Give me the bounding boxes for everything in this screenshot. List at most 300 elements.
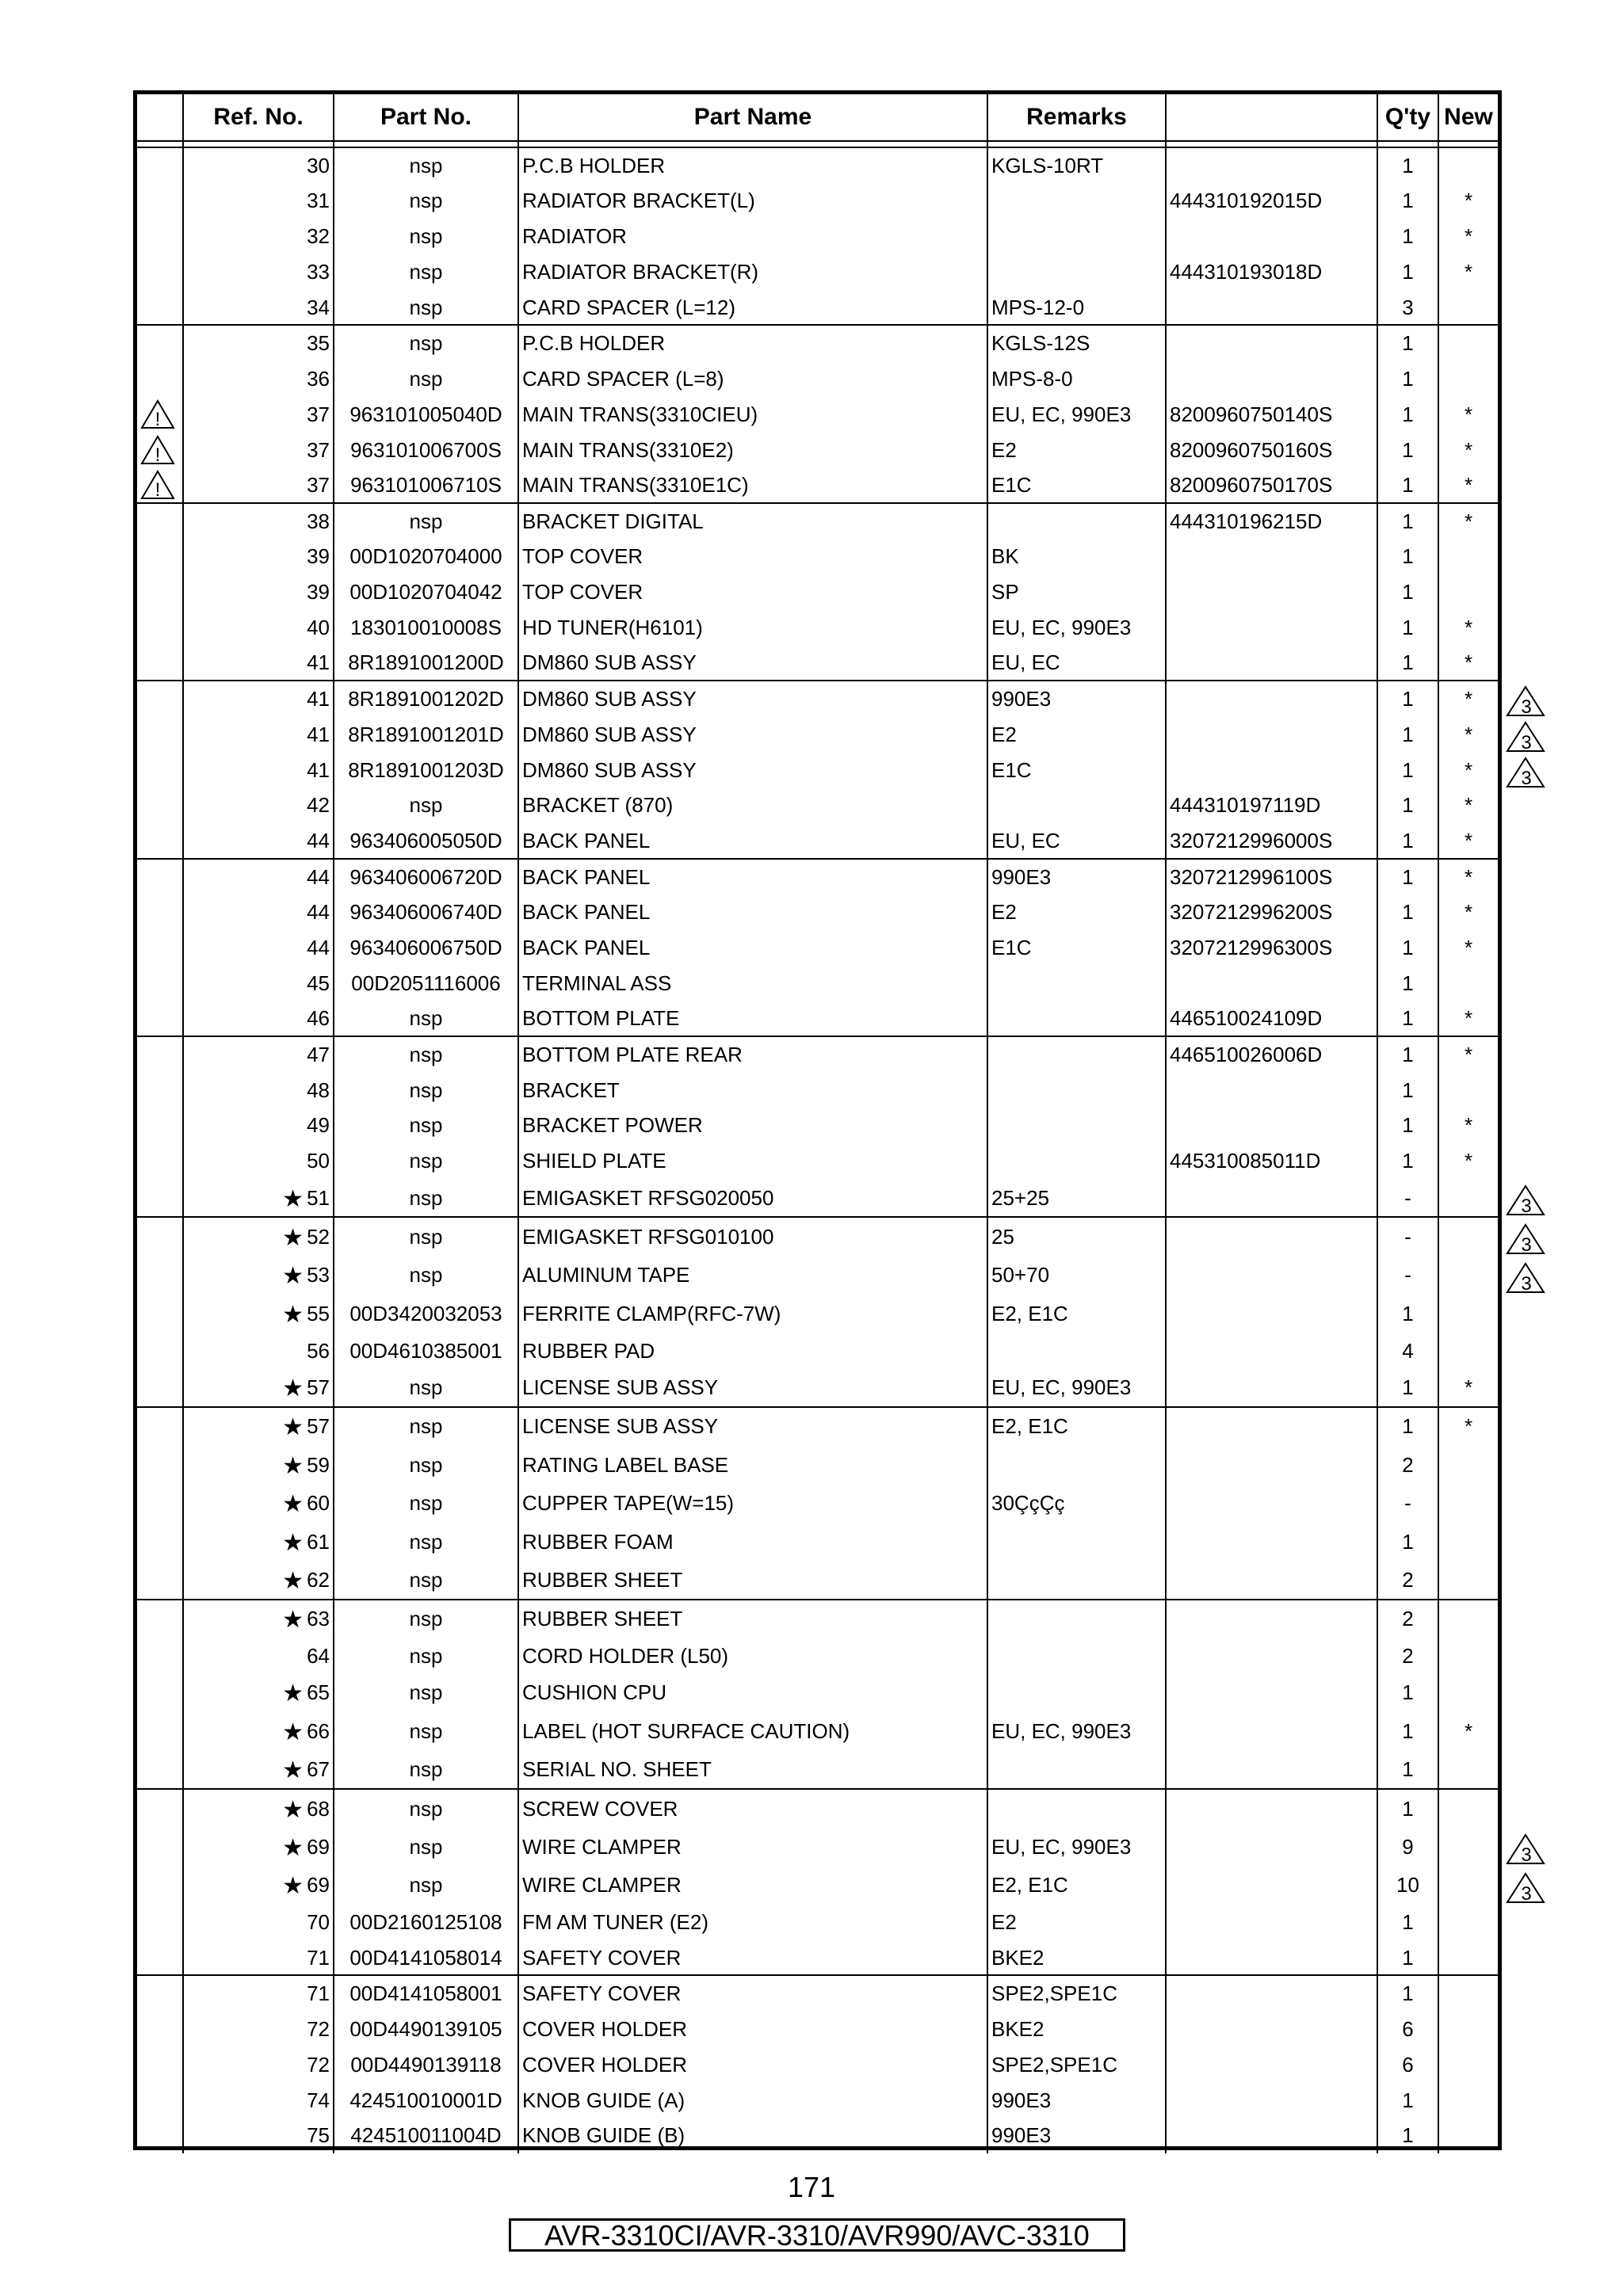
remarks-text: EU, EC, 990E3 <box>991 402 1132 426</box>
code-cell <box>1166 752 1377 788</box>
new-flag-text: * <box>1464 616 1473 640</box>
remarks-cell <box>987 610 1166 646</box>
code-text: 8200960750160S <box>1170 437 1333 462</box>
part-name-cell <box>518 1712 987 1751</box>
warning-cell <box>137 965 183 1001</box>
code-cell <box>1166 1036 1377 1072</box>
code-cell <box>1166 396 1377 432</box>
ref-no-text: 41 <box>307 757 330 782</box>
new-header: New <box>1438 94 1498 141</box>
part-name-cell <box>518 610 987 646</box>
part-name-text: BACK PANEL <box>522 828 651 852</box>
table-row <box>137 1750 1498 1789</box>
remarks-cell <box>987 574 1166 610</box>
new-flag-text: * <box>1464 864 1473 889</box>
table-row <box>137 1600 1498 1638</box>
qty-cell <box>1377 2046 1438 2082</box>
qty-text: 1 <box>1402 437 1414 462</box>
code-cell <box>1166 1561 1377 1600</box>
remarks-text: E2 <box>991 900 1017 925</box>
ref-no-text: 31 <box>307 189 330 213</box>
part-name-cell <box>518 2118 987 2153</box>
svg-text:!: ! <box>155 408 161 429</box>
qty-text: 1 <box>1402 2088 1414 2112</box>
qty-cell <box>1377 2118 1438 2153</box>
warning-cell <box>137 930 183 966</box>
remarks-cell <box>987 1445 1166 1484</box>
table-row <box>137 1445 1498 1484</box>
warning-cell <box>137 1333 183 1368</box>
remarks-cell <box>987 1295 1166 1333</box>
part-no-text: nsp <box>409 1414 443 1439</box>
ref-no-cell <box>183 396 334 432</box>
part-no-text: nsp <box>409 1643 443 1668</box>
ref-no-text: 45 <box>307 971 330 995</box>
remarks-text: EU, EC, 990E3 <box>991 1719 1132 1744</box>
ref-no-text: 32 <box>307 224 330 249</box>
qty-text: 1 <box>1402 260 1414 284</box>
part-name-text: MAIN TRANS(3310E1C) <box>522 472 749 497</box>
ref-no-text: 37 <box>307 437 330 462</box>
part-name-cell <box>518 1445 987 1484</box>
part-no-cell <box>334 1407 518 1446</box>
remarks-cell <box>987 1789 1166 1828</box>
part-no-cell <box>334 1828 518 1867</box>
code-cell <box>1166 859 1377 894</box>
remarks-text: E1C <box>991 757 1032 782</box>
part-no-cell <box>334 574 518 610</box>
part-no-text: nsp <box>409 1077 443 1102</box>
warning-cell <box>137 1561 183 1600</box>
table-row <box>137 681 1498 716</box>
part-name-cell <box>518 147 987 183</box>
remarks-text: BKE2 <box>991 2016 1044 2041</box>
ref-no-cell <box>183 645 334 681</box>
part-no-text: 00D1020704000 <box>349 544 502 569</box>
part-name-cell <box>518 2011 987 2046</box>
part-no-cell <box>334 1108 518 1143</box>
remarks-cell <box>987 716 1166 752</box>
ref-no-cell <box>183 1108 334 1143</box>
code-cell <box>1166 2082 1377 2118</box>
remarks-text: 50+70 <box>991 1263 1050 1287</box>
warning-cell <box>137 1828 183 1867</box>
new-flag-cell <box>1438 539 1498 574</box>
star-icon: ★ <box>282 1567 304 1594</box>
new-flag-text: * <box>1464 189 1473 213</box>
remarks-cell <box>987 1407 1166 1446</box>
warning-cell <box>137 610 183 646</box>
part-no-text: 183010010008S <box>350 616 502 640</box>
new-flag-cell <box>1438 1217 1498 1256</box>
new-flag-cell <box>1438 716 1498 752</box>
part-name-cell <box>518 574 987 610</box>
qty-text: 1 <box>1402 2123 1414 2148</box>
ref-no-cell <box>183 1256 334 1295</box>
qty-text: 6 <box>1402 2016 1414 2041</box>
ref-no-text: 70 <box>307 1910 330 1935</box>
new-flag-cell <box>1438 681 1498 716</box>
qty-cell <box>1377 1143 1438 1179</box>
code-cell <box>1166 1001 1377 1036</box>
ref-no-text: 37 <box>307 402 330 426</box>
part-name-text: KNOB GUIDE (A) <box>522 2088 685 2112</box>
part-name-cell <box>518 539 987 574</box>
part-no-text: 963406005050D <box>349 828 502 852</box>
warning-cell <box>137 1975 183 2011</box>
part-no-text: 00D4141058014 <box>349 1945 502 1970</box>
part-no-text: 963101006700S <box>350 437 502 462</box>
part-name-cell <box>518 1001 987 1036</box>
code-cell <box>1166 1828 1377 1867</box>
code-cell <box>1166 788 1377 823</box>
qty-cell <box>1377 467 1438 503</box>
remarks-cell <box>987 2118 1166 2153</box>
qty-text: 1 <box>1402 687 1414 711</box>
remarks-cell <box>987 1750 1166 1789</box>
part-name-text: CUPPER TAPE(W=15) <box>522 1491 735 1516</box>
new-flag-cell <box>1438 1179 1498 1218</box>
code-cell <box>1166 2046 1377 2082</box>
remarks-cell <box>987 325 1166 360</box>
part-no-text: nsp <box>409 1529 443 1554</box>
code-header <box>1166 94 1377 141</box>
warning-cell <box>137 1072 183 1108</box>
table-row <box>137 859 1498 894</box>
remarks-text: BKE2 <box>991 1945 1044 1970</box>
part-no-text: nsp <box>409 224 443 249</box>
new-flag-cell <box>1438 1333 1498 1368</box>
ref-no-text: 41 <box>307 687 330 711</box>
table-row <box>137 1256 1498 1295</box>
remarks-cell <box>987 2011 1166 2046</box>
ref-no-cell <box>183 219 334 254</box>
ref-no-cell <box>183 716 334 752</box>
warning-cell <box>137 254 183 290</box>
code-cell <box>1166 1108 1377 1143</box>
remarks-cell <box>987 503 1166 539</box>
warning-cell <box>137 1940 183 1976</box>
part-name-text: FM AM TUNER (E2) <box>522 1910 708 1935</box>
ref-no-text: 37 <box>307 472 330 497</box>
warning-cell <box>137 1407 183 1446</box>
code-cell <box>1166 254 1377 290</box>
new-flag-cell <box>1438 894 1498 930</box>
qty-text: 3 <box>1402 295 1414 319</box>
remarks-text: E2 <box>991 1910 1017 1935</box>
part-no-cell <box>334 539 518 574</box>
part-name-text: BRACKET POWER <box>522 1113 703 1138</box>
qty-text: 1 <box>1402 331 1414 356</box>
ref-no-text: 46 <box>307 1006 330 1031</box>
revision-triangle-icon <box>1506 757 1545 788</box>
part-no-cell <box>334 610 518 646</box>
part-no-cell <box>334 2118 518 2153</box>
ref-no-text: 72 <box>307 2016 330 2041</box>
code-cell <box>1166 930 1377 966</box>
ref-no-text: 63 <box>307 1607 330 1631</box>
remarks-cell <box>987 645 1166 681</box>
part-no-cell <box>334 681 518 716</box>
part-name-text: TERMINAL ASS <box>522 971 672 995</box>
code-text: 3207212996000S <box>1170 828 1333 852</box>
remarks-text: KGLS-12S <box>991 331 1090 356</box>
qty-cell <box>1377 1975 1438 2011</box>
table-row <box>137 219 1498 254</box>
part-name-cell <box>518 1905 987 1940</box>
warning-cell <box>137 1295 183 1333</box>
code-cell <box>1166 2118 1377 2153</box>
part-name-cell <box>518 788 987 823</box>
table-row <box>137 1295 1498 1333</box>
ref-no-cell <box>183 1484 334 1523</box>
qty-text: 1 <box>1402 1680 1414 1705</box>
qty-text: 1 <box>1402 722 1414 746</box>
new-flag-cell <box>1438 645 1498 681</box>
table-row <box>137 396 1498 432</box>
ref-no-text: 50 <box>307 1149 330 1173</box>
part-no-cell <box>334 1001 518 1036</box>
code-cell <box>1166 574 1377 610</box>
part-no-cell <box>334 1789 518 1828</box>
star-icon: ★ <box>282 1414 304 1441</box>
part-name-cell <box>518 1036 987 1072</box>
new-flag-cell <box>1438 1673 1498 1712</box>
part-name-cell <box>518 432 987 467</box>
warning-cell <box>137 1001 183 1036</box>
table-row <box>137 752 1498 788</box>
ref-no-text: 61 <box>307 1529 330 1554</box>
part-name-text: WIRE CLAMPER <box>522 1834 682 1859</box>
warning-cell <box>137 290 183 326</box>
part-name-cell <box>518 1407 987 1446</box>
code-cell <box>1166 360 1377 396</box>
code-cell <box>1166 1445 1377 1484</box>
remarks-cell <box>987 1638 1166 1673</box>
part-no-cell <box>334 360 518 396</box>
remarks-text: E2 <box>991 722 1017 746</box>
star-icon: ★ <box>282 1301 304 1328</box>
code-cell <box>1166 432 1377 467</box>
part-name-cell <box>518 1828 987 1867</box>
new-flag-cell <box>1438 1638 1498 1673</box>
new-flag-cell <box>1438 2118 1498 2153</box>
new-flag-text: * <box>1464 437 1473 462</box>
ref-no-cell <box>183 859 334 894</box>
part-no-text: nsp <box>409 1006 443 1031</box>
new-flag-cell <box>1438 1789 1498 1828</box>
part-name-text: LICENSE SUB ASSY <box>522 1375 719 1399</box>
part-no-text: 963406006740D <box>349 900 502 925</box>
new-flag-cell <box>1438 360 1498 396</box>
table-row <box>137 467 1498 503</box>
part-name-text: MAIN TRANS(3310CIEU) <box>522 402 758 426</box>
qty-text: 1 <box>1402 936 1414 960</box>
ref-no-text: 42 <box>307 793 330 818</box>
part-no-cell <box>334 467 518 503</box>
ref-no-cell <box>183 325 334 360</box>
qty-cell <box>1377 183 1438 219</box>
qty-cell <box>1377 1638 1438 1673</box>
qty-text: - <box>1404 1491 1411 1516</box>
warning-cell <box>137 503 183 539</box>
part-no-text: nsp <box>409 1834 443 1859</box>
page-number: 171 <box>787 2171 836 2203</box>
ref-no-cell <box>183 1001 334 1036</box>
remarks-text: SPE2,SPE1C <box>991 1981 1117 2006</box>
revision-number: 3 <box>1521 1234 1532 1255</box>
ref-no-text: 74 <box>307 2088 330 2112</box>
remarks-text: 990E3 <box>991 2088 1052 2112</box>
qty-cell <box>1377 930 1438 966</box>
qty-text: 2 <box>1402 1452 1414 1477</box>
ref-no-text: 35 <box>307 331 330 356</box>
qty-cell <box>1377 1407 1438 1446</box>
warning-triangle-icon <box>140 399 175 429</box>
part-name-text: ALUMINUM TAPE <box>522 1263 690 1287</box>
qty-text: 1 <box>1402 472 1414 497</box>
ref-no-text: 41 <box>307 650 330 675</box>
ref-no-text: 51 <box>307 1185 330 1210</box>
new-flag-cell <box>1438 254 1498 290</box>
qty-text: 6 <box>1402 2052 1414 2077</box>
qty-cell <box>1377 1179 1438 1218</box>
qty-text: 1 <box>1402 1006 1414 1031</box>
part-name-text: DM860 SUB ASSY <box>522 722 697 746</box>
new-flag-text: * <box>1464 260 1473 284</box>
ref-no-cell <box>183 1217 334 1256</box>
code-text: 444310192015D <box>1170 189 1323 213</box>
qty-cell <box>1377 539 1438 574</box>
part-no-cell <box>334 930 518 966</box>
part-name-text: SHIELD PLATE <box>522 1149 666 1173</box>
ref-no-cell <box>183 1179 334 1218</box>
revision-triangle-icon <box>1506 1223 1545 1255</box>
part-no-cell <box>334 2011 518 2046</box>
qty-text: 1 <box>1402 650 1414 675</box>
remarks-cell <box>987 396 1166 432</box>
new-flag-cell <box>1438 1445 1498 1484</box>
new-flag-text: * <box>1464 472 1473 497</box>
part-no-text: nsp <box>409 1567 443 1592</box>
qty-text: 1 <box>1402 1301 1414 1325</box>
part-name-cell <box>518 1072 987 1108</box>
warning-cell <box>137 2011 183 2046</box>
new-flag-cell <box>1438 1750 1498 1789</box>
remarks-cell <box>987 147 1166 183</box>
new-flag-text: * <box>1464 936 1473 960</box>
table-row <box>137 432 1498 467</box>
code-cell <box>1166 1750 1377 1789</box>
ref-no-cell <box>183 681 334 716</box>
code-cell <box>1166 716 1377 752</box>
part-name-cell <box>518 1522 987 1561</box>
table-row <box>137 1789 1498 1828</box>
ref-no-cell <box>183 965 334 1001</box>
remarks-text: E1C <box>991 936 1032 960</box>
warning-cell <box>137 645 183 681</box>
part-name-text: SAFETY COVER <box>522 1945 682 1970</box>
part-no-text: nsp <box>409 1452 443 1477</box>
table-row <box>137 2082 1498 2118</box>
part-no-cell <box>334 1036 518 1072</box>
new-flag-cell <box>1438 574 1498 610</box>
new-flag-cell <box>1438 1600 1498 1638</box>
ref-no-text: 69 <box>307 1873 330 1897</box>
part-name-text: MAIN TRANS(3310E2) <box>522 437 734 462</box>
part-name-cell <box>518 2046 987 2082</box>
ref-no-cell <box>183 1975 334 2011</box>
new-flag-cell <box>1438 1905 1498 1940</box>
remarks-cell <box>987 1036 1166 1072</box>
qty-cell <box>1377 1789 1438 1828</box>
warning-cell <box>137 859 183 894</box>
qty-text: 1 <box>1402 509 1414 533</box>
ref-no-cell <box>183 1295 334 1333</box>
part-no-text: 963101005040D <box>349 402 502 426</box>
remarks-text: E2, E1C <box>991 1301 1068 1325</box>
part-name-cell <box>518 1561 987 1600</box>
remarks-cell <box>987 681 1166 716</box>
ref-no-text: 64 <box>307 1643 330 1668</box>
part-no-text: 00D1020704042 <box>349 580 502 605</box>
code-cell <box>1166 1484 1377 1523</box>
qty-text: 1 <box>1402 1375 1414 1399</box>
warning-cell <box>137 396 183 432</box>
part-name-text: BRACKET (870) <box>522 793 674 818</box>
warning-column-header <box>137 94 183 141</box>
part-no-cell <box>334 2082 518 2118</box>
part-no-text: nsp <box>409 1607 443 1631</box>
ref-no-cell <box>183 1673 334 1712</box>
code-cell <box>1166 1789 1377 1828</box>
part-name-cell <box>518 290 987 326</box>
revision-triangle-icon <box>1506 721 1545 753</box>
table-row <box>137 894 1498 930</box>
part-name-text: SAFETY COVER <box>522 1981 682 2006</box>
revision-number: 3 <box>1521 731 1532 753</box>
table-row <box>137 1143 1498 1179</box>
remarks-text: 30ÇçÇç <box>991 1491 1065 1516</box>
ref-no-cell <box>183 1072 334 1108</box>
ref-no-text: 40 <box>307 616 330 640</box>
part-no-text: 00D2160125108 <box>349 1910 502 1935</box>
ref-no-text: 57 <box>307 1414 330 1439</box>
qty-cell <box>1377 290 1438 326</box>
new-flag-text: * <box>1464 1113 1473 1138</box>
code-cell <box>1166 219 1377 254</box>
table-row <box>137 788 1498 823</box>
part-name-text: RUBBER SHEET <box>522 1567 683 1592</box>
new-flag-cell <box>1438 1561 1498 1600</box>
qty-cell <box>1377 2082 1438 2118</box>
part-no-cell <box>334 2046 518 2082</box>
remarks-text: EU, EC, 990E3 <box>991 616 1132 640</box>
ref-no-cell <box>183 1712 334 1751</box>
new-flag-text: * <box>1464 402 1473 426</box>
part-no-text: nsp <box>409 189 443 213</box>
remarks-text: 25 <box>991 1225 1014 1249</box>
qty-cell <box>1377 1036 1438 1072</box>
part-no-text: 963406006720D <box>349 864 502 889</box>
code-cell <box>1166 147 1377 183</box>
remarks-text: 25+25 <box>991 1185 1050 1210</box>
part-name-cell <box>518 645 987 681</box>
part-name-cell <box>518 752 987 788</box>
part-name-cell <box>518 1940 987 1976</box>
ref-no-cell <box>183 1143 334 1179</box>
star-icon: ★ <box>282 1375 304 1402</box>
